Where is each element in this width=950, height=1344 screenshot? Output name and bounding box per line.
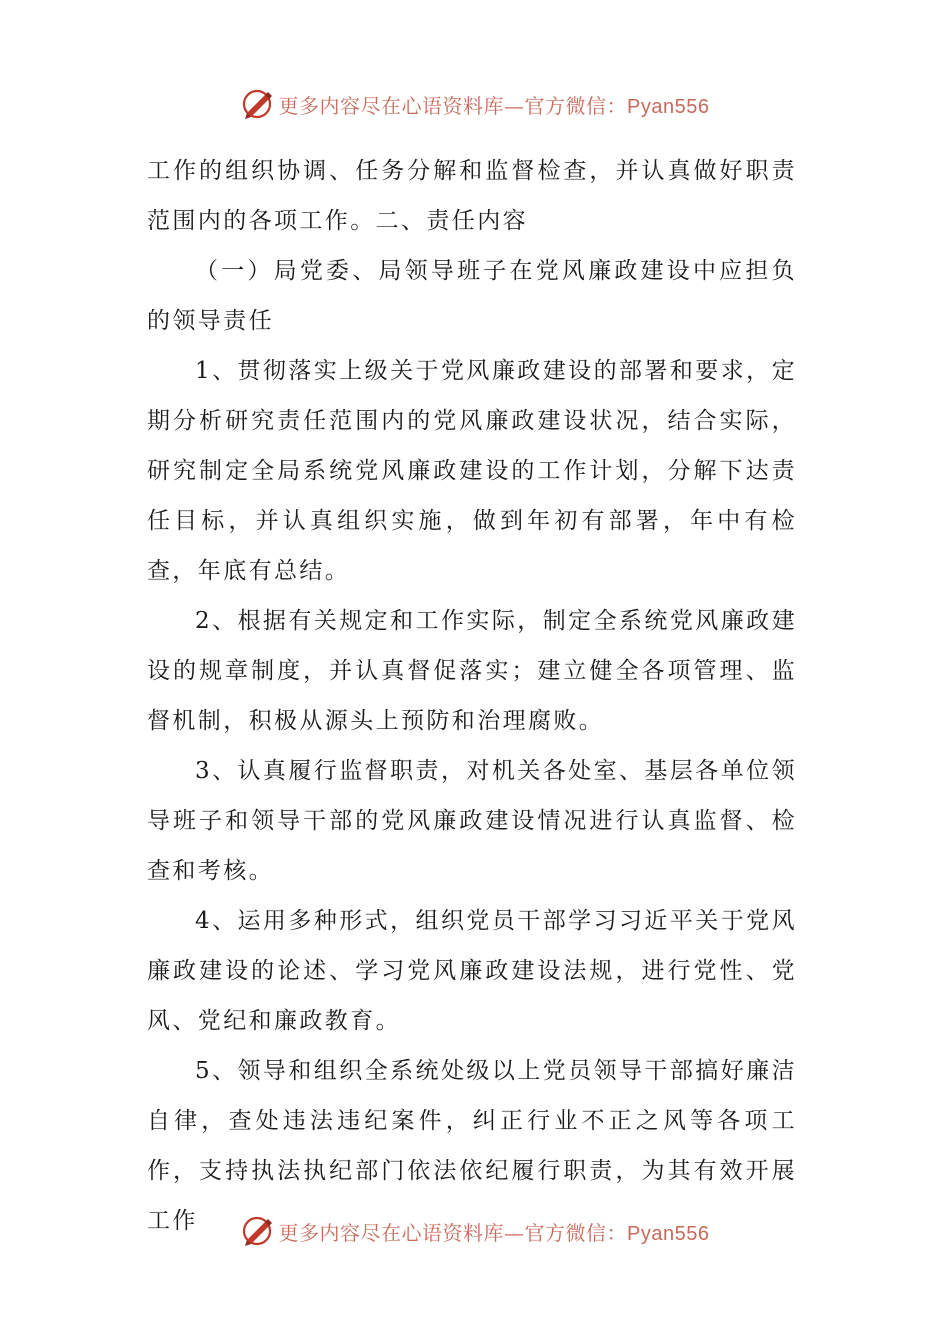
- header-watermark: [0, 84, 950, 124]
- pen-logo-icon: [241, 1214, 275, 1248]
- pen-logo-icon: [241, 87, 275, 121]
- footer-wechat-id: Pyan556: [627, 1222, 710, 1245]
- paragraph-item-3: 3、认真履行监督职责，对机关各处室、基层各单位领导班子和领导干部的党风廉政建设情况进行认真监督、检查和考核。: [147, 758, 797, 884]
- header-wechat-id: Pyan556: [627, 95, 710, 118]
- paragraph-item-4: 4、运用多种形式，组织党员干部学习习近平关于党风廉政建设的论述、学习党风廉政建设法规，进行党性、党风、党纪和廉政教育。: [147, 908, 797, 1034]
- header-watermark-text: 更多内容尽在心语资料库—官方微信：Pyan556: [278, 93, 710, 118]
- paragraph-item-2: 2、根据有关规定和工作实际，制定全系统党风廉政建设的规章制度，并认真督促落实；建立健全各项管理、监督机制，积极从源头上预防和治理腐败。: [147, 608, 797, 734]
- paragraph-section-heading: （一）局党委、局领导班子在党风廉政建设中应担负的领导责任: [147, 258, 797, 334]
- paragraph-continuation: 工作的组织协调、任务分解和监督检查，并认真做好职责范围内的各项工作。二、责任内容: [147, 158, 797, 234]
- footer-watermark: [0, 1211, 950, 1251]
- paragraph-item-1: 1、贯彻落实上级关于党风廉政建设的部署和要求，定期分析研究责任范围内的党风廉政建设状况，结合实际，研究制定全局系统党风廉政建设的工作计划，分解下达责任目标，并认真组织实施，做到年初有部署，年中有检查，年底有总结。: [147, 358, 797, 584]
- paragraph-item-5: 5、领导和组织全系统处级以上党员领导干部搞好廉洁自律，查处违法违纪案件，纠正行业不正之风等各项工作，支持执法执纪部门依法依纪履行职责，为其有效开展工作: [147, 1058, 797, 1234]
- footer-watermark-text: 更多内容尽在心语资料库—官方微信：Pyan556: [278, 1220, 710, 1245]
- document-body: [147, 146, 797, 1246]
